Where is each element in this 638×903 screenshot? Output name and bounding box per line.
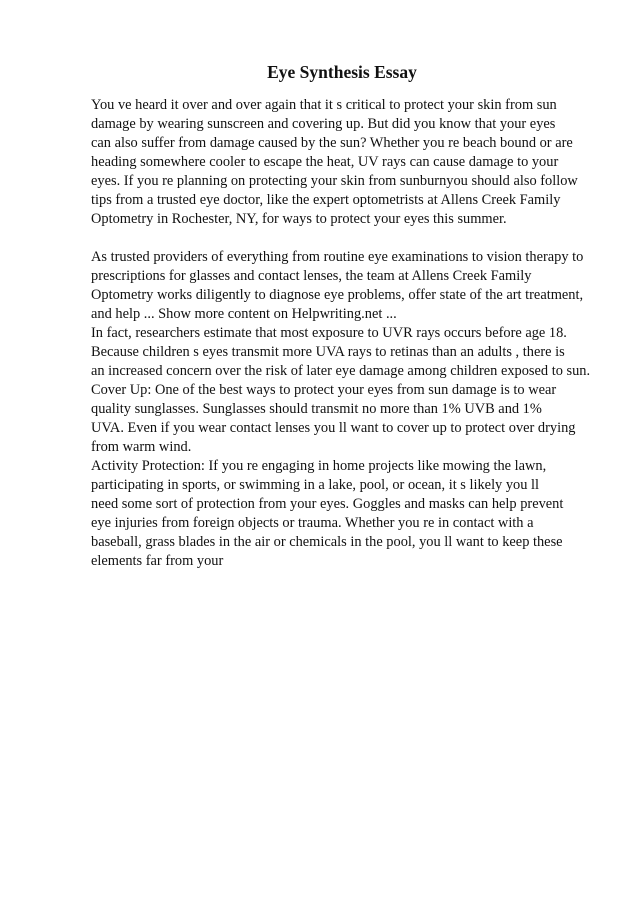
paragraph-2 (91, 248, 611, 571)
paragraph-gap (91, 229, 611, 248)
text-line: an increased concern over the risk of later eye damage among children exposed to sun. (91, 363, 591, 379)
text-line: Cover Up: One of the best ways to protect your eyes from sun damage is to wear (91, 382, 557, 398)
text-line: In fact, researchers estimate that most exposure to UVR rays occurs before age 18. (91, 325, 567, 341)
text-line: Activity Protection: If you re engaging in home projects like mowing the lawn, (91, 458, 547, 474)
text-line: eye injuries from foreign objects or trauma. Whether you re in contact with a (91, 515, 534, 531)
text-line: baseball, grass blades in the air or chemicals in the pool, you ll want to keep these (91, 534, 563, 550)
text-line: participating in sports, or swimming in a lake, pool, or ocean, it s likely you ll (91, 477, 540, 493)
text-line: Because children s eyes transmit more UVA rays to retinas than an adults , there is (91, 344, 565, 360)
text-line: You ve heard it over and over again that it s critical to protect your skin from sun (91, 97, 557, 113)
text-line: from warm wind. (91, 439, 192, 455)
text-line: quality sunglasses. Sunglasses should transmit no more than 1% UVB and 1% (91, 401, 542, 417)
text-line: need some sort of protection from your eyes. Goggles and masks can help prevent (91, 496, 564, 512)
text-line: damage by wearing sunscreen and covering up. But did you know that your eyes (91, 116, 556, 132)
text-line: Optometry in Rochester, NY, for ways to protect your eyes this summer. (91, 211, 507, 227)
text-line: As trusted providers of everything from routine eye examinations to vision therapy to (91, 249, 584, 265)
text-line: tips from a trusted eye doctor, like the expert optometrists at Allens Creek Family (91, 192, 561, 208)
text-line: prescriptions for glasses and contact lenses, the team at Allens Creek Family (91, 268, 532, 284)
text-line: Optometry works diligently to diagnose eye problems, offer state of the art treatment, (91, 287, 584, 303)
document-body (91, 96, 611, 571)
text-line: can also suffer from damage caused by the sun? Whether you re beach bound or are (91, 135, 573, 151)
text-line: UVA. Even if you wear contact lenses you ll want to cover up to protect over drying (91, 420, 576, 436)
text-line: heading somewhere cooler to escape the heat, UV rays can cause damage to your (91, 154, 559, 170)
text-line: and help ... Show more content on Helpwriting.net ... (91, 306, 397, 322)
text-line: elements far from your (91, 553, 224, 569)
paragraph-1 (91, 96, 611, 229)
document-title: Eye Synthesis Essay (267, 62, 417, 82)
text-line: eyes. If you re planning on protecting your skin from sunburnyou should also follow (91, 173, 578, 189)
